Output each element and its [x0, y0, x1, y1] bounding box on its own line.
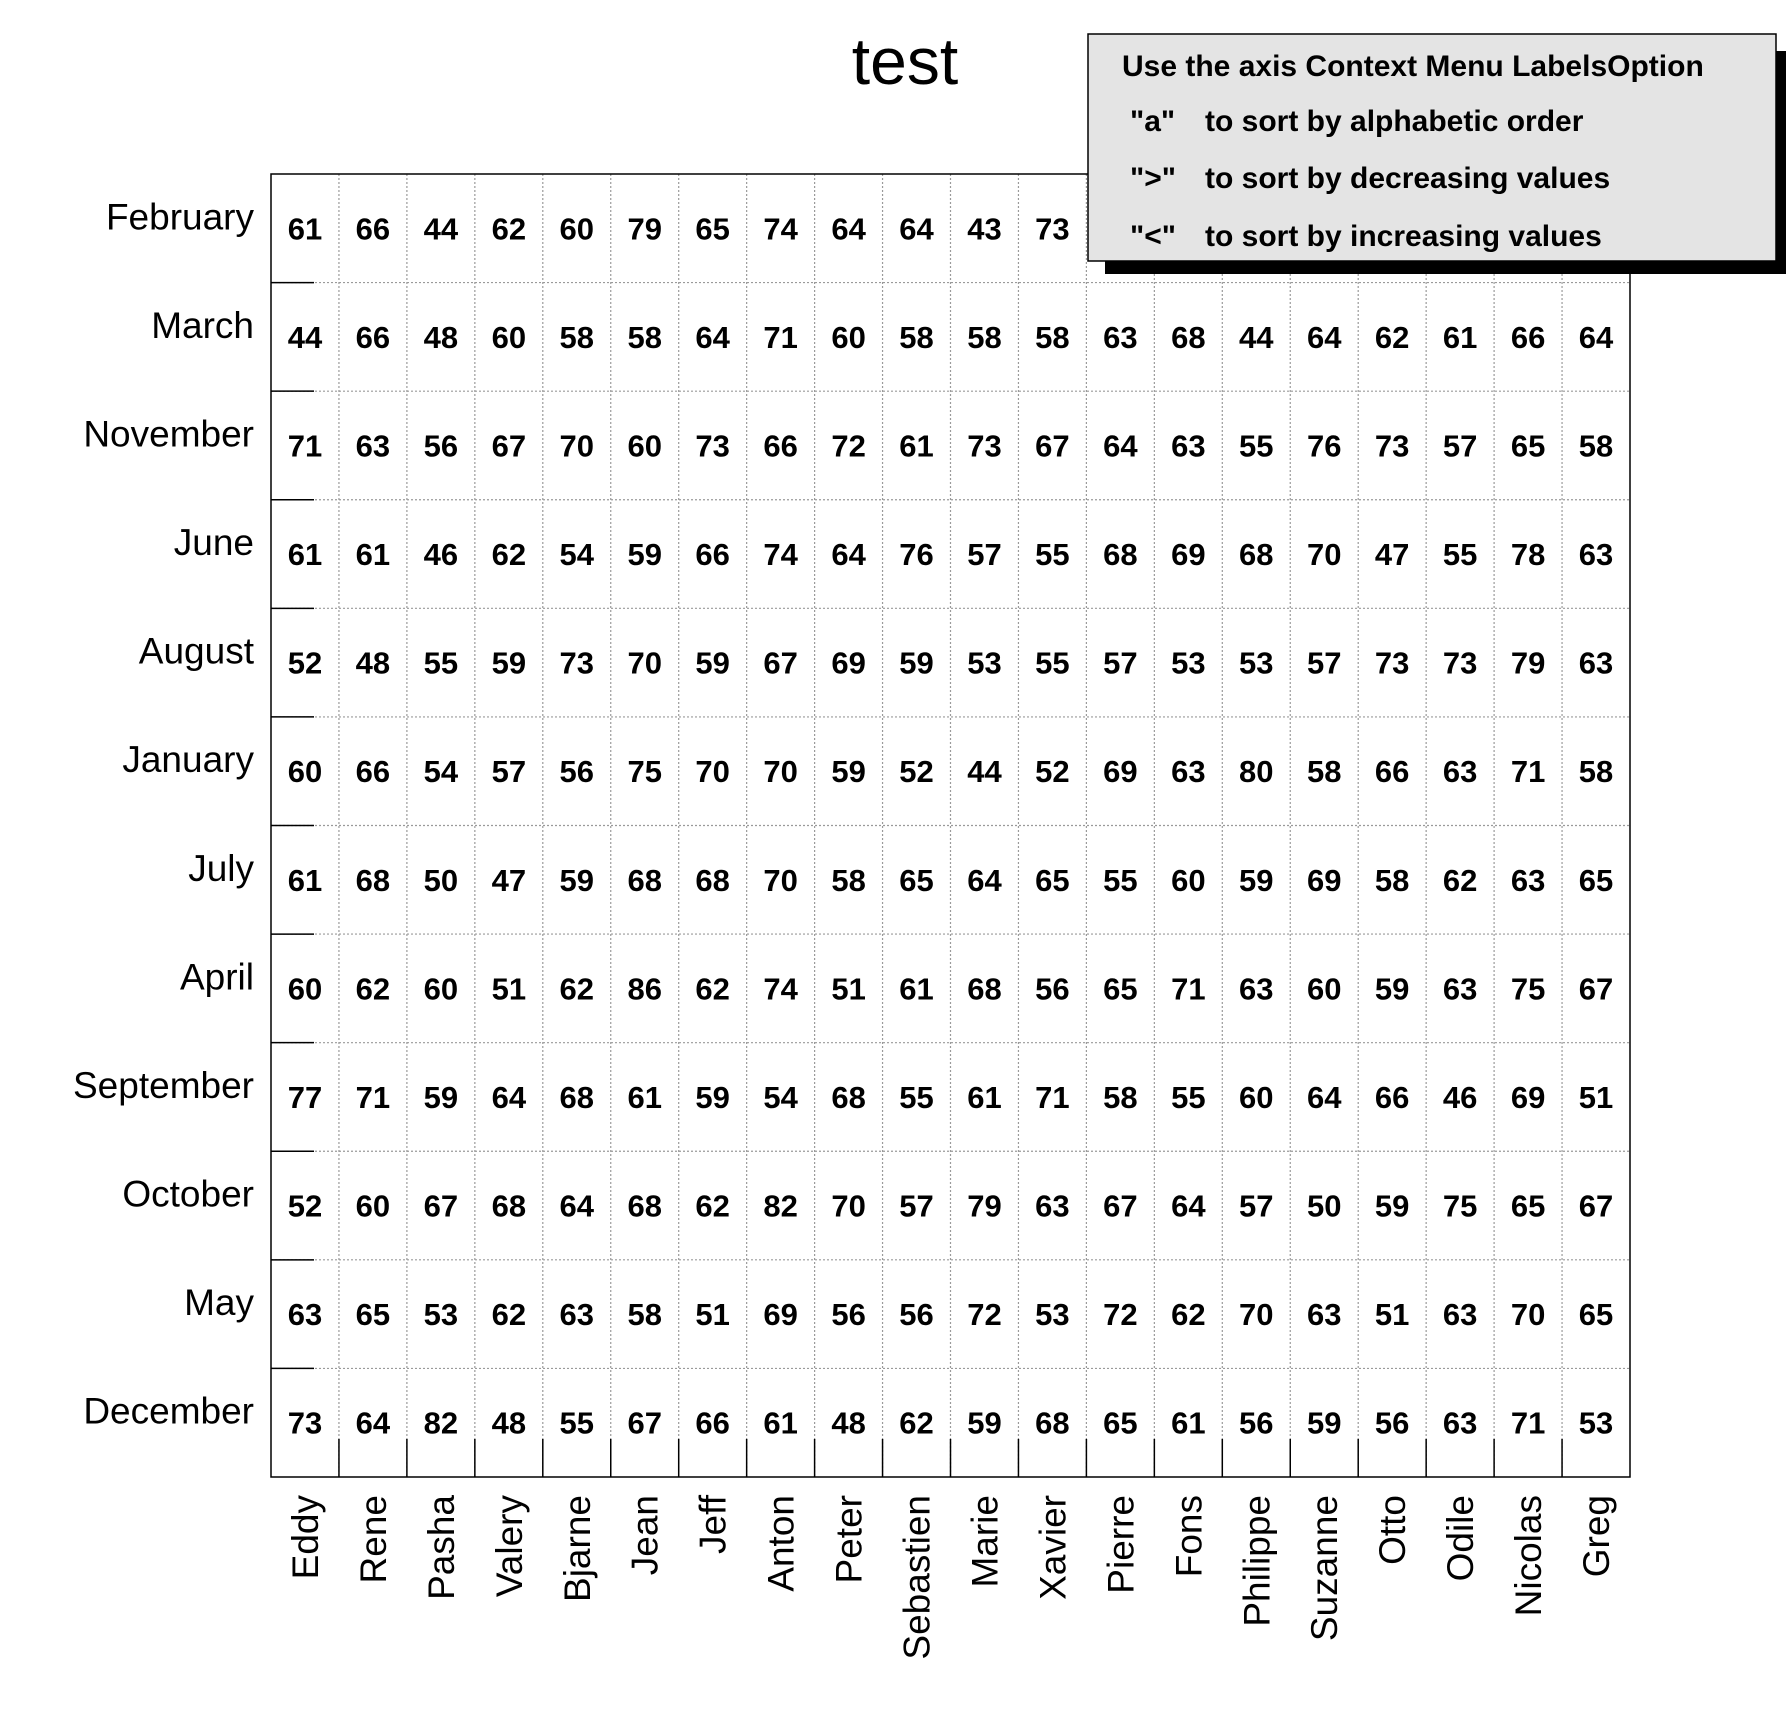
cell-value: 59 — [899, 645, 934, 681]
cell-value: 60 — [287, 971, 323, 1007]
cell-value: 52 — [287, 645, 323, 681]
cell-value: 67 — [763, 645, 798, 681]
cell-value: 62 — [491, 1297, 527, 1333]
cell-value: 54 — [559, 537, 595, 573]
cell-value: 59 — [695, 1079, 730, 1115]
cell-value: 75 — [627, 754, 662, 790]
x-axis-label[interactable]: Valery — [488, 1495, 530, 1598]
cell-value: 62 — [1374, 319, 1410, 355]
y-axis-label[interactable]: June — [173, 522, 254, 564]
cell-value: 57 — [1103, 645, 1138, 681]
cell-value: 56 — [1239, 1405, 1274, 1441]
cell-value: 61 — [287, 862, 323, 898]
cell-value: 79 — [627, 211, 662, 247]
cell-value: 63 — [355, 428, 391, 464]
cell-value: 63 — [1035, 1188, 1070, 1224]
cell-value: 65 — [1103, 1405, 1138, 1441]
cell-value: 58 — [899, 319, 934, 355]
cell-value: 67 — [491, 428, 527, 464]
cell-value: 58 — [1578, 754, 1614, 790]
cell-value: 61 — [287, 211, 323, 247]
cell-value: 63 — [1239, 971, 1274, 1007]
cell-value: 51 — [491, 971, 527, 1007]
cell-value: 66 — [763, 428, 798, 464]
cell-value: 67 — [1578, 1188, 1614, 1224]
cell-value: 60 — [1306, 971, 1342, 1007]
cell-value: 64 — [967, 862, 1002, 898]
cell-value: 64 — [355, 1405, 391, 1441]
cell-value: 60 — [831, 319, 866, 355]
cell-value: 61 — [967, 1079, 1002, 1115]
cell-value: 68 — [491, 1188, 527, 1224]
cell-value: 66 — [355, 319, 391, 355]
cell-value: 62 — [491, 211, 527, 247]
x-axis-label[interactable]: Nicolas — [1508, 1495, 1550, 1617]
cell-value: 61 — [899, 971, 934, 1007]
cell-value: 70 — [831, 1188, 866, 1224]
cell-value: 61 — [355, 537, 391, 573]
cell-value: 70 — [1306, 537, 1342, 573]
cell-value: 57 — [1306, 645, 1342, 681]
cell-value: 69 — [1306, 862, 1342, 898]
cell-value: 59 — [1374, 1188, 1410, 1224]
cell-value: 62 — [695, 1188, 730, 1224]
cell-value: 70 — [627, 645, 662, 681]
x-axis-label[interactable]: Sebastien — [896, 1495, 938, 1660]
cell-value: 68 — [831, 1079, 866, 1115]
x-axis-label[interactable]: Marie — [964, 1495, 1006, 1588]
cell-value: 62 — [695, 971, 730, 1007]
cell-value: 63 — [559, 1297, 595, 1333]
x-axis-label[interactable]: Fons — [1168, 1495, 1210, 1578]
y-axis-label[interactable]: May — [184, 1282, 254, 1324]
cell-value: 55 — [1035, 537, 1070, 573]
cell-value: 46 — [423, 537, 459, 573]
cell-value: 54 — [423, 754, 459, 790]
cell-value: 51 — [1374, 1297, 1410, 1333]
cell-value: 59 — [423, 1079, 459, 1115]
cell-value: 56 — [559, 754, 595, 790]
cell-value: 62 — [1442, 862, 1478, 898]
cell-value: 59 — [1306, 1405, 1342, 1441]
cell-value: 58 — [1035, 319, 1070, 355]
x-axis-label[interactable]: Greg — [1576, 1495, 1618, 1578]
cell-value: 61 — [287, 537, 323, 573]
cell-value: 53 — [1578, 1405, 1614, 1441]
cell-value: 63 — [1306, 1297, 1342, 1333]
cell-value: 58 — [1578, 428, 1614, 464]
cell-value: 68 — [1035, 1405, 1070, 1441]
cell-value: 73 — [1442, 645, 1478, 681]
cell-value: 48 — [423, 319, 459, 355]
cell-value: 55 — [1035, 645, 1070, 681]
cell-value: 44 — [967, 754, 1002, 790]
cell-value: 57 — [1239, 1188, 1274, 1224]
x-axis-label[interactable]: Jean — [624, 1495, 666, 1576]
cell-value: 63 — [1442, 1297, 1478, 1333]
cell-value: 54 — [763, 1079, 798, 1115]
cell-value: 61 — [763, 1405, 798, 1441]
cell-value: 55 — [899, 1079, 934, 1115]
x-axis-label[interactable]: Anton — [760, 1495, 802, 1592]
cell-value: 86 — [627, 971, 662, 1007]
cell-value: 73 — [287, 1405, 323, 1441]
cell-value: 72 — [831, 428, 866, 464]
x-axis-label[interactable]: Odile — [1440, 1495, 1482, 1582]
info-box-heading: Use the axis Context Menu LabelsOption — [1122, 50, 1704, 83]
cell-value: 58 — [1374, 862, 1410, 898]
cell-value: 63 — [1442, 1405, 1478, 1441]
cell-value: 68 — [1171, 319, 1206, 355]
cell-value: 63 — [1171, 754, 1206, 790]
cell-value: 50 — [423, 862, 459, 898]
cell-value: 65 — [355, 1297, 391, 1333]
cell-value: 72 — [1103, 1297, 1138, 1333]
cell-value: 60 — [491, 319, 527, 355]
cell-value: 53 — [423, 1297, 459, 1333]
cell-value: 71 — [1510, 754, 1546, 790]
cell-value: 53 — [967, 645, 1002, 681]
cell-value: 58 — [1306, 754, 1342, 790]
cell-value: 59 — [967, 1405, 1002, 1441]
cell-value: 73 — [967, 428, 1002, 464]
cell-value: 64 — [491, 1079, 527, 1115]
cell-value: 69 — [1103, 754, 1138, 790]
cell-value: 67 — [423, 1188, 459, 1224]
cell-value: 71 — [1035, 1079, 1070, 1115]
cell-value: 48 — [355, 645, 391, 681]
y-axis-label[interactable]: December — [83, 1390, 254, 1432]
cell-value: 46 — [1442, 1079, 1478, 1115]
cell-value: 64 — [899, 211, 934, 247]
cell-value: 56 — [831, 1297, 866, 1333]
cell-value: 70 — [559, 428, 595, 464]
cell-value: 64 — [831, 537, 866, 573]
x-axis-label[interactable]: Peter — [828, 1495, 870, 1584]
x-axis-label[interactable]: Suzanne — [1304, 1495, 1346, 1642]
cell-value: 55 — [1103, 862, 1138, 898]
cell-value: 64 — [695, 319, 730, 355]
cell-value: 56 — [1035, 971, 1070, 1007]
x-axis-label[interactable]: Xavier — [1032, 1495, 1074, 1600]
cell-value: 59 — [1374, 971, 1410, 1007]
cell-value: 70 — [695, 754, 730, 790]
cell-value: 71 — [1510, 1405, 1546, 1441]
cell-value: 62 — [355, 971, 391, 1007]
cell-value: 59 — [627, 537, 662, 573]
cell-value: 71 — [355, 1079, 391, 1115]
cell-value: 70 — [1239, 1297, 1274, 1333]
cell-value: 51 — [1578, 1079, 1614, 1115]
cell-value: 63 — [1103, 319, 1138, 355]
cell-value: 55 — [559, 1405, 595, 1441]
y-axis-label[interactable]: April — [179, 956, 254, 998]
cell-value: 59 — [559, 862, 595, 898]
info-box-key-2: ">" — [1130, 162, 1176, 195]
cell-value: 62 — [1171, 1297, 1206, 1333]
cell-value: 73 — [1374, 428, 1410, 464]
cell-value: 65 — [1510, 1188, 1546, 1224]
cell-value: 72 — [967, 1297, 1002, 1333]
cell-value: 62 — [491, 537, 527, 573]
cell-value: 74 — [763, 537, 798, 573]
cell-value: 59 — [831, 754, 866, 790]
cell-value: 64 — [1103, 428, 1138, 464]
cell-value: 60 — [559, 211, 595, 247]
cell-value: 57 — [899, 1188, 934, 1224]
cell-value: 61 — [627, 1079, 662, 1115]
cell-value: 52 — [899, 754, 934, 790]
cell-value: 59 — [1239, 862, 1274, 898]
cell-value: 65 — [1578, 862, 1614, 898]
cell-value: 60 — [423, 971, 459, 1007]
cell-value: 68 — [355, 862, 391, 898]
cell-value: 57 — [1442, 428, 1478, 464]
cell-value: 63 — [1171, 428, 1206, 464]
cell-value: 62 — [559, 971, 595, 1007]
info-box-text-1: to sort by alphabetic order — [1205, 105, 1584, 138]
cell-value: 58 — [627, 319, 662, 355]
cell-value: 65 — [899, 862, 934, 898]
info-box — [1088, 34, 1786, 274]
x-axis-label[interactable]: Otto — [1372, 1495, 1414, 1565]
cell-value: 68 — [967, 971, 1002, 1007]
cell-value: 56 — [899, 1297, 934, 1333]
cell-value: 65 — [1578, 1297, 1614, 1333]
cell-value: 44 — [1239, 319, 1274, 355]
cell-value: 62 — [899, 1405, 934, 1441]
cell-value: 66 — [355, 754, 391, 790]
cell-value: 65 — [1103, 971, 1138, 1007]
cell-value: 71 — [763, 319, 798, 355]
cell-value: 74 — [763, 211, 798, 247]
cell-value: 73 — [695, 428, 730, 464]
cell-value: 55 — [1239, 428, 1274, 464]
cell-value: 73 — [1035, 211, 1070, 247]
cell-value: 75 — [1442, 1188, 1478, 1224]
cell-value: 55 — [1171, 1079, 1206, 1115]
cell-value: 60 — [287, 754, 323, 790]
cell-value: 50 — [1306, 1188, 1342, 1224]
info-box-key-1: "a" — [1130, 105, 1176, 138]
info-box-key-3: "<" — [1130, 220, 1176, 253]
cell-value: 44 — [423, 211, 459, 247]
cell-value: 47 — [491, 862, 527, 898]
cell-value: 58 — [559, 319, 595, 355]
cell-value: 68 — [559, 1079, 595, 1115]
cell-value: 59 — [695, 645, 730, 681]
cell-value: 71 — [1171, 971, 1206, 1007]
x-axis-label[interactable]: Philippe — [1236, 1495, 1278, 1627]
cell-value: 69 — [763, 1297, 798, 1333]
cell-value: 67 — [1578, 971, 1614, 1007]
cell-value: 64 — [1171, 1188, 1206, 1224]
y-axis-label[interactable]: January — [122, 739, 254, 781]
cell-value: 69 — [1171, 537, 1206, 573]
cell-value: 48 — [491, 1405, 527, 1441]
cell-value: 65 — [1510, 428, 1546, 464]
cell-value: 60 — [355, 1188, 391, 1224]
y-axis-label[interactable]: July — [188, 847, 254, 889]
cell-value: 74 — [763, 971, 798, 1007]
cell-value: 63 — [287, 1297, 323, 1333]
cell-value: 66 — [1510, 319, 1546, 355]
cell-value: 52 — [287, 1188, 323, 1224]
cell-value: 65 — [1035, 862, 1070, 898]
cell-value: 68 — [695, 862, 730, 898]
cell-value: 68 — [1239, 537, 1274, 573]
cell-value: 51 — [831, 971, 866, 1007]
cell-value: 82 — [763, 1188, 798, 1224]
cell-value: 44 — [287, 319, 323, 355]
cell-value: 68 — [627, 1188, 662, 1224]
cell-value: 55 — [1442, 537, 1478, 573]
cell-value: 63 — [1578, 537, 1614, 573]
y-axis-label[interactable]: March — [151, 304, 254, 346]
cell-value: 58 — [831, 862, 866, 898]
info-box-text-3: to sort by increasing values — [1205, 220, 1602, 253]
cell-value: 68 — [627, 862, 662, 898]
cell-value: 64 — [1306, 319, 1342, 355]
cell-value: 64 — [559, 1188, 595, 1224]
cell-value: 76 — [1306, 428, 1342, 464]
cell-value: 80 — [1239, 754, 1274, 790]
cell-value: 70 — [1510, 1297, 1546, 1333]
cell-value: 70 — [763, 862, 798, 898]
cell-value: 48 — [831, 1405, 866, 1441]
cell-value: 53 — [1035, 1297, 1070, 1333]
cell-value: 77 — [287, 1079, 323, 1115]
cell-value: 66 — [695, 1405, 730, 1441]
cell-value: 60 — [1239, 1079, 1274, 1115]
cell-value: 59 — [491, 645, 527, 681]
cell-value: 79 — [1510, 645, 1546, 681]
cell-value: 66 — [1374, 754, 1410, 790]
x-axis-label[interactable]: Bjarne — [556, 1495, 598, 1602]
cell-value: 58 — [967, 319, 1002, 355]
y-axis-label[interactable]: September — [73, 1064, 254, 1106]
cell-value: 63 — [1578, 645, 1614, 681]
y-axis-label[interactable]: November — [83, 413, 254, 455]
cell-value: 66 — [695, 537, 730, 573]
cell-value: 56 — [1374, 1405, 1410, 1441]
cell-value: 65 — [695, 211, 730, 247]
x-axis-label[interactable]: Pierre — [1100, 1495, 1142, 1594]
cell-value: 57 — [491, 754, 527, 790]
cell-value: 66 — [355, 211, 391, 247]
cell-value: 51 — [695, 1297, 730, 1333]
cell-value: 63 — [1442, 754, 1478, 790]
info-box-text-2: to sort by decreasing values — [1205, 162, 1611, 195]
cell-value: 66 — [1374, 1079, 1410, 1115]
cell-value: 58 — [627, 1297, 662, 1333]
cell-value: 52 — [1035, 754, 1070, 790]
cell-value: 53 — [1239, 645, 1274, 681]
cell-value: 56 — [423, 428, 459, 464]
y-axis-label[interactable]: October — [122, 1173, 254, 1215]
cell-value: 47 — [1374, 537, 1410, 573]
cell-value: 61 — [899, 428, 934, 464]
cell-value: 64 — [1306, 1079, 1342, 1115]
y-axis-label[interactable]: August — [138, 630, 254, 672]
x-axis-label[interactable]: Jeff — [692, 1495, 734, 1554]
cell-value: 67 — [627, 1405, 662, 1441]
cell-value: 69 — [1510, 1079, 1546, 1115]
cell-value: 43 — [967, 211, 1002, 247]
cell-value: 78 — [1510, 537, 1546, 573]
cell-value: 64 — [831, 211, 866, 247]
cell-value: 73 — [1374, 645, 1410, 681]
cell-value: 70 — [763, 754, 798, 790]
x-axis-label[interactable]: Pasha — [420, 1495, 462, 1600]
cell-value: 63 — [1442, 971, 1478, 1007]
cell-value: 82 — [423, 1405, 459, 1441]
cell-value: 63 — [1510, 862, 1546, 898]
cell-value: 53 — [1171, 645, 1206, 681]
x-axis-label[interactable]: Rene — [352, 1495, 394, 1584]
cell-value: 73 — [559, 645, 595, 681]
cell-value: 75 — [1510, 971, 1546, 1007]
cell-value: 79 — [967, 1188, 1002, 1224]
cell-value: 64 — [1578, 319, 1614, 355]
cell-value: 67 — [1103, 1188, 1138, 1224]
cell-value: 58 — [1103, 1079, 1138, 1115]
cell-value: 60 — [627, 428, 662, 464]
cell-value: 76 — [899, 537, 934, 573]
cell-value: 67 — [1035, 428, 1070, 464]
cell-value: 55 — [423, 645, 459, 681]
cell-value: 69 — [831, 645, 866, 681]
cell-value: 57 — [967, 537, 1002, 573]
cell-value: 60 — [1171, 862, 1206, 898]
y-axis-label[interactable]: February — [105, 196, 254, 238]
cell-value: 61 — [1442, 319, 1478, 355]
cell-value: 68 — [1103, 537, 1138, 573]
x-axis-label[interactable]: Eddy — [284, 1495, 326, 1580]
chart-title: test — [851, 24, 959, 98]
cell-value: 61 — [1171, 1405, 1206, 1441]
cell-value: 71 — [287, 428, 323, 464]
